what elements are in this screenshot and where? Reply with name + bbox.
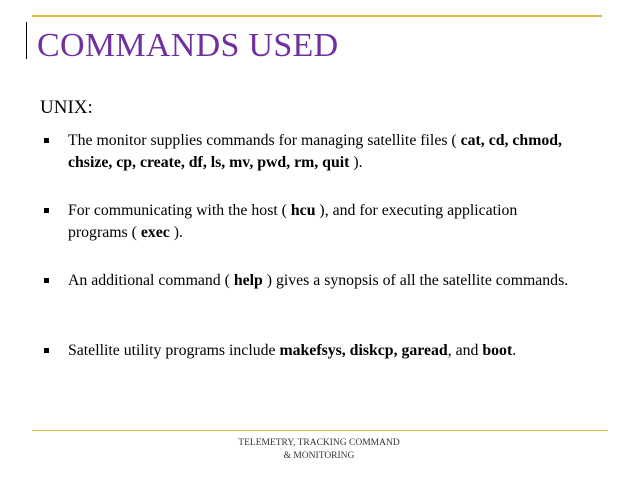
footer-line-2: & MONITORING (283, 451, 355, 461)
square-bullet-icon (44, 138, 49, 143)
command-name: exec (140, 224, 170, 241)
bullet-text (68, 270, 576, 292)
title-accent-bar (26, 22, 27, 59)
bullet-item (44, 130, 584, 174)
bullet-text-run: . (512, 342, 517, 359)
bullet-item (44, 270, 584, 292)
bullet-text-run: An additional command ( (68, 272, 234, 289)
bottom-divider (32, 430, 608, 431)
command-name: makefsys, diskcp, garead (279, 342, 448, 359)
command-name: cat, cd, chmod, chsize, cp, create, df, ls, mv, pwd, rm, quit (68, 132, 562, 171)
section-heading: UNIX: (40, 97, 93, 118)
top-divider (32, 15, 602, 17)
square-bullet-icon (44, 208, 49, 213)
command-name: help (233, 272, 263, 289)
square-bullet-icon (44, 278, 49, 283)
bullet-text-run: ). (169, 224, 183, 241)
square-bullet-icon (44, 348, 49, 353)
slide-title: COMMANDS USED (37, 27, 339, 64)
command-name: boot (482, 342, 513, 359)
command-name: hcu (290, 202, 316, 219)
bullet-text (68, 200, 576, 244)
bullet-text-run: ) gives a synopsis of all the satellite commands. (262, 272, 569, 289)
bullet-text-run: ), and for executing application programs ( (68, 202, 518, 241)
bullet-item (44, 200, 584, 244)
bullet-text-run: ). (349, 154, 363, 171)
bullet-text-run: For communicating with the host ( (68, 202, 291, 219)
bullet-text (68, 340, 576, 362)
bullet-text (68, 130, 576, 174)
bullet-item (44, 340, 584, 362)
bullet-text-run: , and (447, 342, 483, 359)
bullet-text-run: The monitor supplies commands for managing satellite files ( (68, 132, 461, 149)
footer-line-1: TELEMETRY, TRACKING COMMAND (238, 438, 400, 448)
bullet-text-run: Satellite utility programs include (68, 342, 280, 359)
slide-footer (200, 437, 438, 463)
